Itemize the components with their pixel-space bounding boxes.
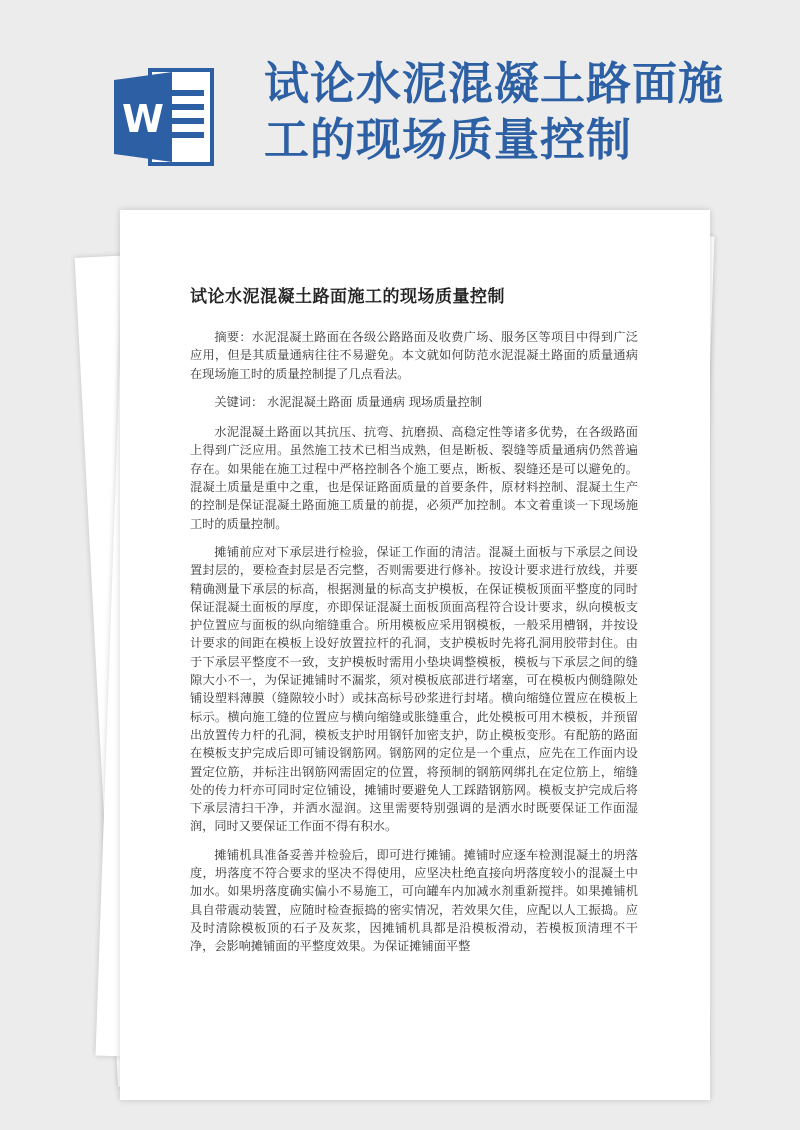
keywords-line: 关键词： 水泥混凝土路面 质量通病 现场质量控制 (214, 394, 482, 409)
word-document-icon (108, 62, 218, 172)
document-title: 试论水泥混凝土路面施工的现场质量控制 (190, 287, 505, 307)
banner-title: 试论水泥混凝土路面施工的现场质量控制 (264, 57, 725, 166)
body-paragraph: 摊铺机具准备妥善并检验后，即可进行摊铺。摊铺时应逐车检测混凝土的坍落度，坍落度不符合要求的坚决不得使用，应坚决杜绝直接向坍落度较小的混凝土中加水。如果坍落度确实偏小不易施工，可向罐车内加减水剂重新搅拌。如果摊铺机具自带震动装置，应随时检查振捣的密实情况，若效果欠佳，应配以人工振捣。应及时清除模板顶的石子及灰浆，因摊铺机具都是沿模板滑动，若模板顶清理不干净，会影响摊铺面的平整度效果。为保证摊铺面平整 (190, 847, 638, 954)
document-body (190, 328, 638, 988)
body-paragraph: 摊铺前应对下承层进行检验，保证工作面的清洁。混凝土面板与下承层之间设置封层的，要检查封层是否完整，否则需要进行修补。按设计要求进行放线，并要精确测量下承层的标高，根据测量的标高支护模板，在保证模板顶面平整度的同时保证混凝土面板的厚度，亦即保证混凝土面板顶面高程符合设计要求，纵向模板支护位置应与面板的纵向缩缝重合。所用模板应采用钢模板，一般采用槽钢，并按设计要求的间距在模板上设好放置拉杆的孔洞，支护模板时先将孔洞用胶带封住。由于下承层平整度不一致，支护模板时需用小垫块调整模板，模板与下承层之间的缝隙大小不一，为保证摊铺时不漏浆，须对模板底部进行堵塞，可在模板内侧缝隙处铺设塑料薄膜（缝隙较小时）或抹高标号砂浆进行封堵。横向缩缝位置应在模板上标示。横向施工缝的位置应与横向缩缝或胀缝重合，此处模板可用木模板，并预留出放置传力杆的孔洞，模板支护时用钢钎加密支护，防止模板变形。有配筋的路面在模板支护完成后即可铺设钢筋网。钢筋网的定位是一个重点，应先在工作面内设置定位筋，并标注出钢筋网需固定的位置，将预制的钢筋网绑扎在定位筋上，缩缝处的传力杆亦可同时定位铺设，摊铺时要避免人工踩踏钢筋网。模板支护完成后将下承层清扫干净，并洒水湿润。这里需要特别强调的是洒水时既要保证工作面湿润，同时又要保证工作面不得有积水。 (190, 544, 638, 834)
abstract-paragraph: 摘要：水泥混凝土路面在各级公路路面及收费广场、服务区等项目中得到广泛应用，但是其质量通病往往不易避免。本文就如何防范水泥混凝土路面的质量通病在现场施工时的质量控制提了几点看法。 (190, 330, 638, 381)
body-paragraph: 水泥混凝土路面以其抗压、抗弯、抗磨损、高稳定性等诸多优势，在各级路面上得到广泛应用。虽然施工技术已相当成熟，但是断板、裂缝等质量通病仍然普遍存在。如果能在施工过程中严格控制各个施工要点，断板、裂缝还是可以避免的。混凝土质量是重中之重，也是保证路面质量的首要条件，原材料控制、混凝土生产的控制是保证混凝土路面施工质量的前提，必须严加控制。本文着重谈一下现场施工时的质量控制。 (190, 425, 638, 531)
banner (0, 0, 800, 200)
svg-text:W: W (122, 97, 164, 141)
